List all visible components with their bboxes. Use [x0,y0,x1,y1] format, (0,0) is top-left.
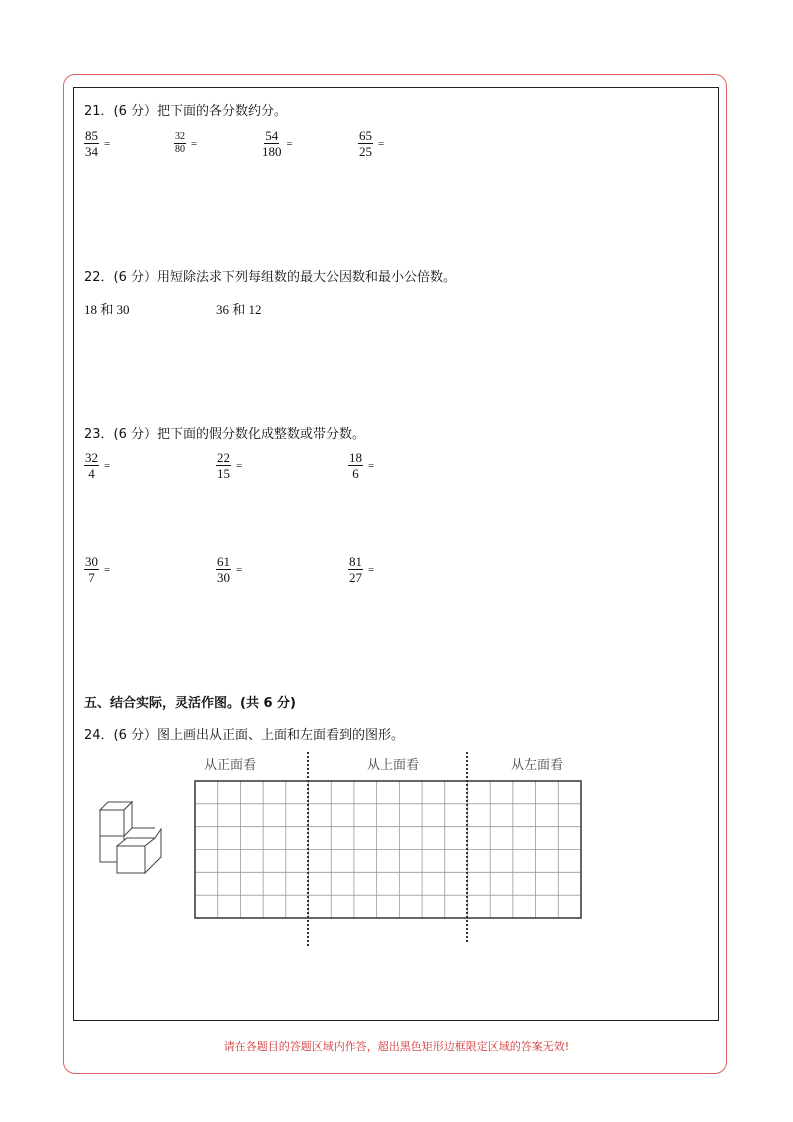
cubes-figure [100,802,161,873]
fraction: $\frac{30}{7}$ = [85,554,111,585]
fraction: $\frac{54}{180}$ = [262,128,293,159]
view-label-top: 从上面看 [367,758,420,773]
q22-title: 22．(6 分）用短除法求下列每组数的最大公因数和最小公倍数。 [84,270,457,285]
footer-warning: 请在各题目的答题区域内作答，超出黑色矩形边框限定区域的答案无效! [223,1040,570,1053]
fraction: $\frac{22}{15}$ = [217,450,243,481]
fraction: $\frac{18}{6}$ = [349,450,375,481]
view-label-front: 从正面看 [204,758,257,773]
q23-title: 23．(6 分）把下面的假分数化成整数或带分数。 [84,427,366,442]
section-heading: 五、结合实际，灵活作图。(共 6 分) [84,696,296,711]
fraction: $\frac{32}{80}$ = [175,131,198,155]
fraction: $\frac{61}{30}$ = [217,554,243,585]
q24-title: 24．(6 分）图上画出从正面、上面和左面看到的图形。 [84,728,405,743]
number-pair: 36 和 12 [216,302,262,317]
fraction: $\frac{85}{34}$ = [85,128,111,159]
fraction: $\frac{81}{27}$ = [349,554,375,585]
view-label-left: 从左面看 [511,758,564,773]
fraction: $\frac{65}{25}$ = [359,128,385,159]
number-pair: 18 和 30 [84,302,130,317]
fraction: $\frac{32}{4}$ = [85,450,111,481]
answer-grid[interactable] [195,781,581,918]
q21-title: 21．(6 分）把下面的各分数约分。 [84,104,288,119]
